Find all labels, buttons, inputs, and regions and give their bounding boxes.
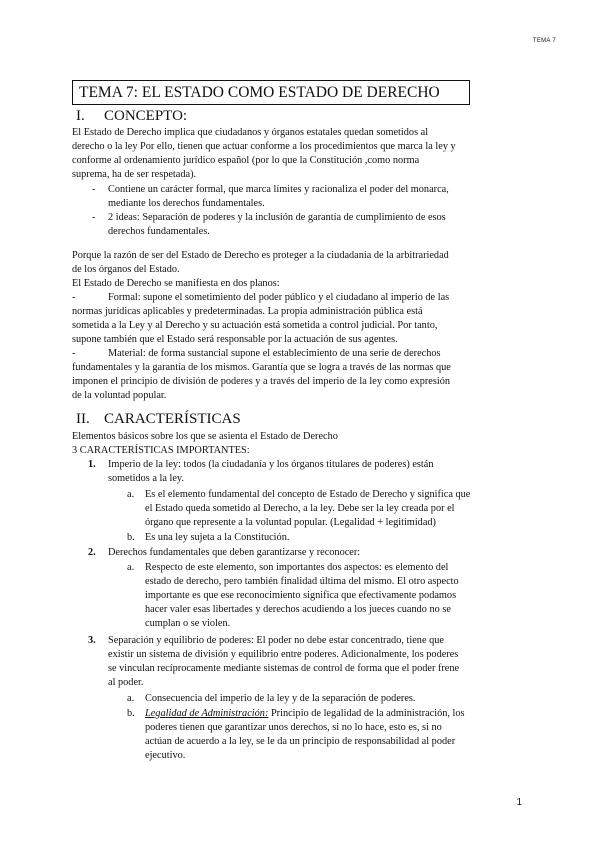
text-line: poderes tienen que garantizar unos derechos, si no lo hace, esto es, si no — [145, 722, 442, 733]
text-line: Consecuencia del imperio de la ley y de la separación de poderes. — [145, 693, 416, 704]
text-line: hacer valer esas libertades y derechos acudiendo a los jueces cuando no se — [145, 604, 451, 615]
text-line: ejecutivo. — [145, 750, 186, 761]
text-line: Es el elemento fundamental del concepto de Estado de Derecho y significa que — [145, 489, 471, 500]
list-letter: a. — [127, 562, 135, 573]
section-title: CARACTERÍSTICAS — [104, 411, 241, 427]
list-letter: a. — [127, 693, 135, 704]
text-line: 3 CARACTERÍSTICAS IMPORTANTES: — [72, 445, 250, 456]
text-line: mediante los derechos fundamentales. — [108, 198, 265, 209]
text-line: el Estado queda sometido al Derecho, a la ley. Debe ser la ley creada por el — [145, 503, 455, 514]
text-line: suprema, ha de ser respetada). — [72, 169, 197, 180]
text-line: actúan de acuerdo a la ley, se le da un principio de responsabilidad al poder — [145, 736, 456, 747]
text-line: El Estado de Derecho implica que ciudadanos y órganos estatales quedan sometidos al — [72, 127, 429, 138]
text-segment: Principio de legalidad de la administración, los — [268, 708, 465, 719]
bullet-dash: - — [92, 184, 96, 195]
text-line: imponen el principio de división de poderes y a través del imperio de la ley como expresión — [72, 376, 451, 387]
text-line: Elementos básicos sobre los que se asienta el Estado de Derecho — [72, 431, 338, 442]
text-line: sometidos a la ley. — [108, 473, 184, 484]
text-line — [145, 707, 465, 721]
list-letter: a. — [127, 489, 135, 500]
text-line: cumplan o se violen. — [145, 618, 231, 629]
running-header: TEMA 7 — [532, 38, 556, 44]
text-line: Formal: supone el sometimiento del poder público y el ciudadano al imperio de las — [108, 292, 450, 303]
section-title: CONCEPTO: — [104, 108, 188, 124]
document-title: TEMA 7: EL ESTADO COMO ESTADO DE DERECHO — [72, 80, 470, 105]
underlined-term: Legalidad de Administración: — [145, 708, 269, 719]
section-number: II. — [76, 411, 90, 427]
text-line: estado de derecho, pero también finalidad última del mismo. El otro aspecto — [145, 576, 459, 587]
list-number: 3. — [88, 635, 96, 646]
text-line: 2 ideas: Separación de poderes y la inclusión de garantía de cumplimiento de esos — [108, 212, 446, 223]
text-line: Material: de forma sustancial supone el establecimiento de una serie de derechos — [108, 348, 441, 359]
text-line: derecho o la ley Por ello, tienen que actuar conforme a los procedimientos que marca la ley y — [72, 141, 456, 152]
text-line: conforme al ordenamiento jurídico español (por lo que la Constitución ,como norma — [72, 155, 420, 166]
list-letter: b. — [127, 708, 135, 719]
text-line: supone también que el Estado será responsable por la actuación de sus agentes. — [72, 334, 398, 345]
text-line: El Estado de Derecho se manifiesta en dos planos: — [72, 278, 280, 289]
text-line: Es una ley sujeta a la Constitución. — [145, 532, 290, 543]
text-line: órgano que represente a la voluntad popular. (Legalidad + legitimidad) — [145, 517, 436, 528]
text-line: existir un sistema de división y equilibrio entre poderes. Adicionalmente, los poderes — [108, 649, 459, 660]
section-heading-caracteristicas — [76, 411, 241, 428]
text-line: Imperio de la ley: todos (la ciudadanía y los órganos titulares de poderes) están — [108, 459, 434, 470]
text-line: Respecto de este elemento, son importantes dos aspectos: es elemento del — [145, 562, 449, 573]
text-line: sometida a la Ley y al Derecho y su actuación está sometida a control judicial. Por tanto, — [72, 320, 438, 331]
text-line: de los órganos del Estado. — [72, 264, 180, 275]
text-line: Contiene un carácter formal, que marca límites y racionaliza el poder del monarca, — [108, 184, 449, 195]
list-number: 2. — [88, 547, 96, 558]
text-line: Separación y equilibrio de poderes: El poder no debe estar concentrado, tiene que — [108, 635, 444, 646]
bullet-dash: - — [92, 212, 96, 223]
text-line: de la voluntad popular. — [72, 390, 167, 401]
section-number: I. — [76, 108, 85, 124]
text-line: derechos fundamentales. — [108, 226, 210, 237]
text-line: Derechos fundamentales que deben garantizarse y reconocer: — [108, 547, 361, 558]
text-line: Porque la razón de ser del Estado de Derecho es proteger a la ciudadanía de la arbitrariedad — [72, 250, 449, 261]
section-heading-concepto — [76, 108, 187, 125]
list-letter: b. — [127, 532, 135, 543]
page-number: 1 — [516, 797, 522, 808]
bullet-dash: - — [72, 292, 76, 303]
text-line: al poder. — [108, 677, 144, 688]
bullet-dash: - — [72, 348, 76, 359]
text-line: se vinculan recíprocamente mediante sistemas de control de forma que el poder frene — [108, 663, 460, 674]
list-number: 1. — [88, 459, 96, 470]
text-line: fundamentales y la garantía de los mismos. Garantía que se logra a través de las normas que — [72, 362, 451, 373]
text-line: normas jurídicas aplicables y predeterminadas. La propia administración pública está — [72, 306, 423, 317]
text-line: importante es que ese reconocimiento significa que efectivamente podamos — [145, 590, 457, 601]
